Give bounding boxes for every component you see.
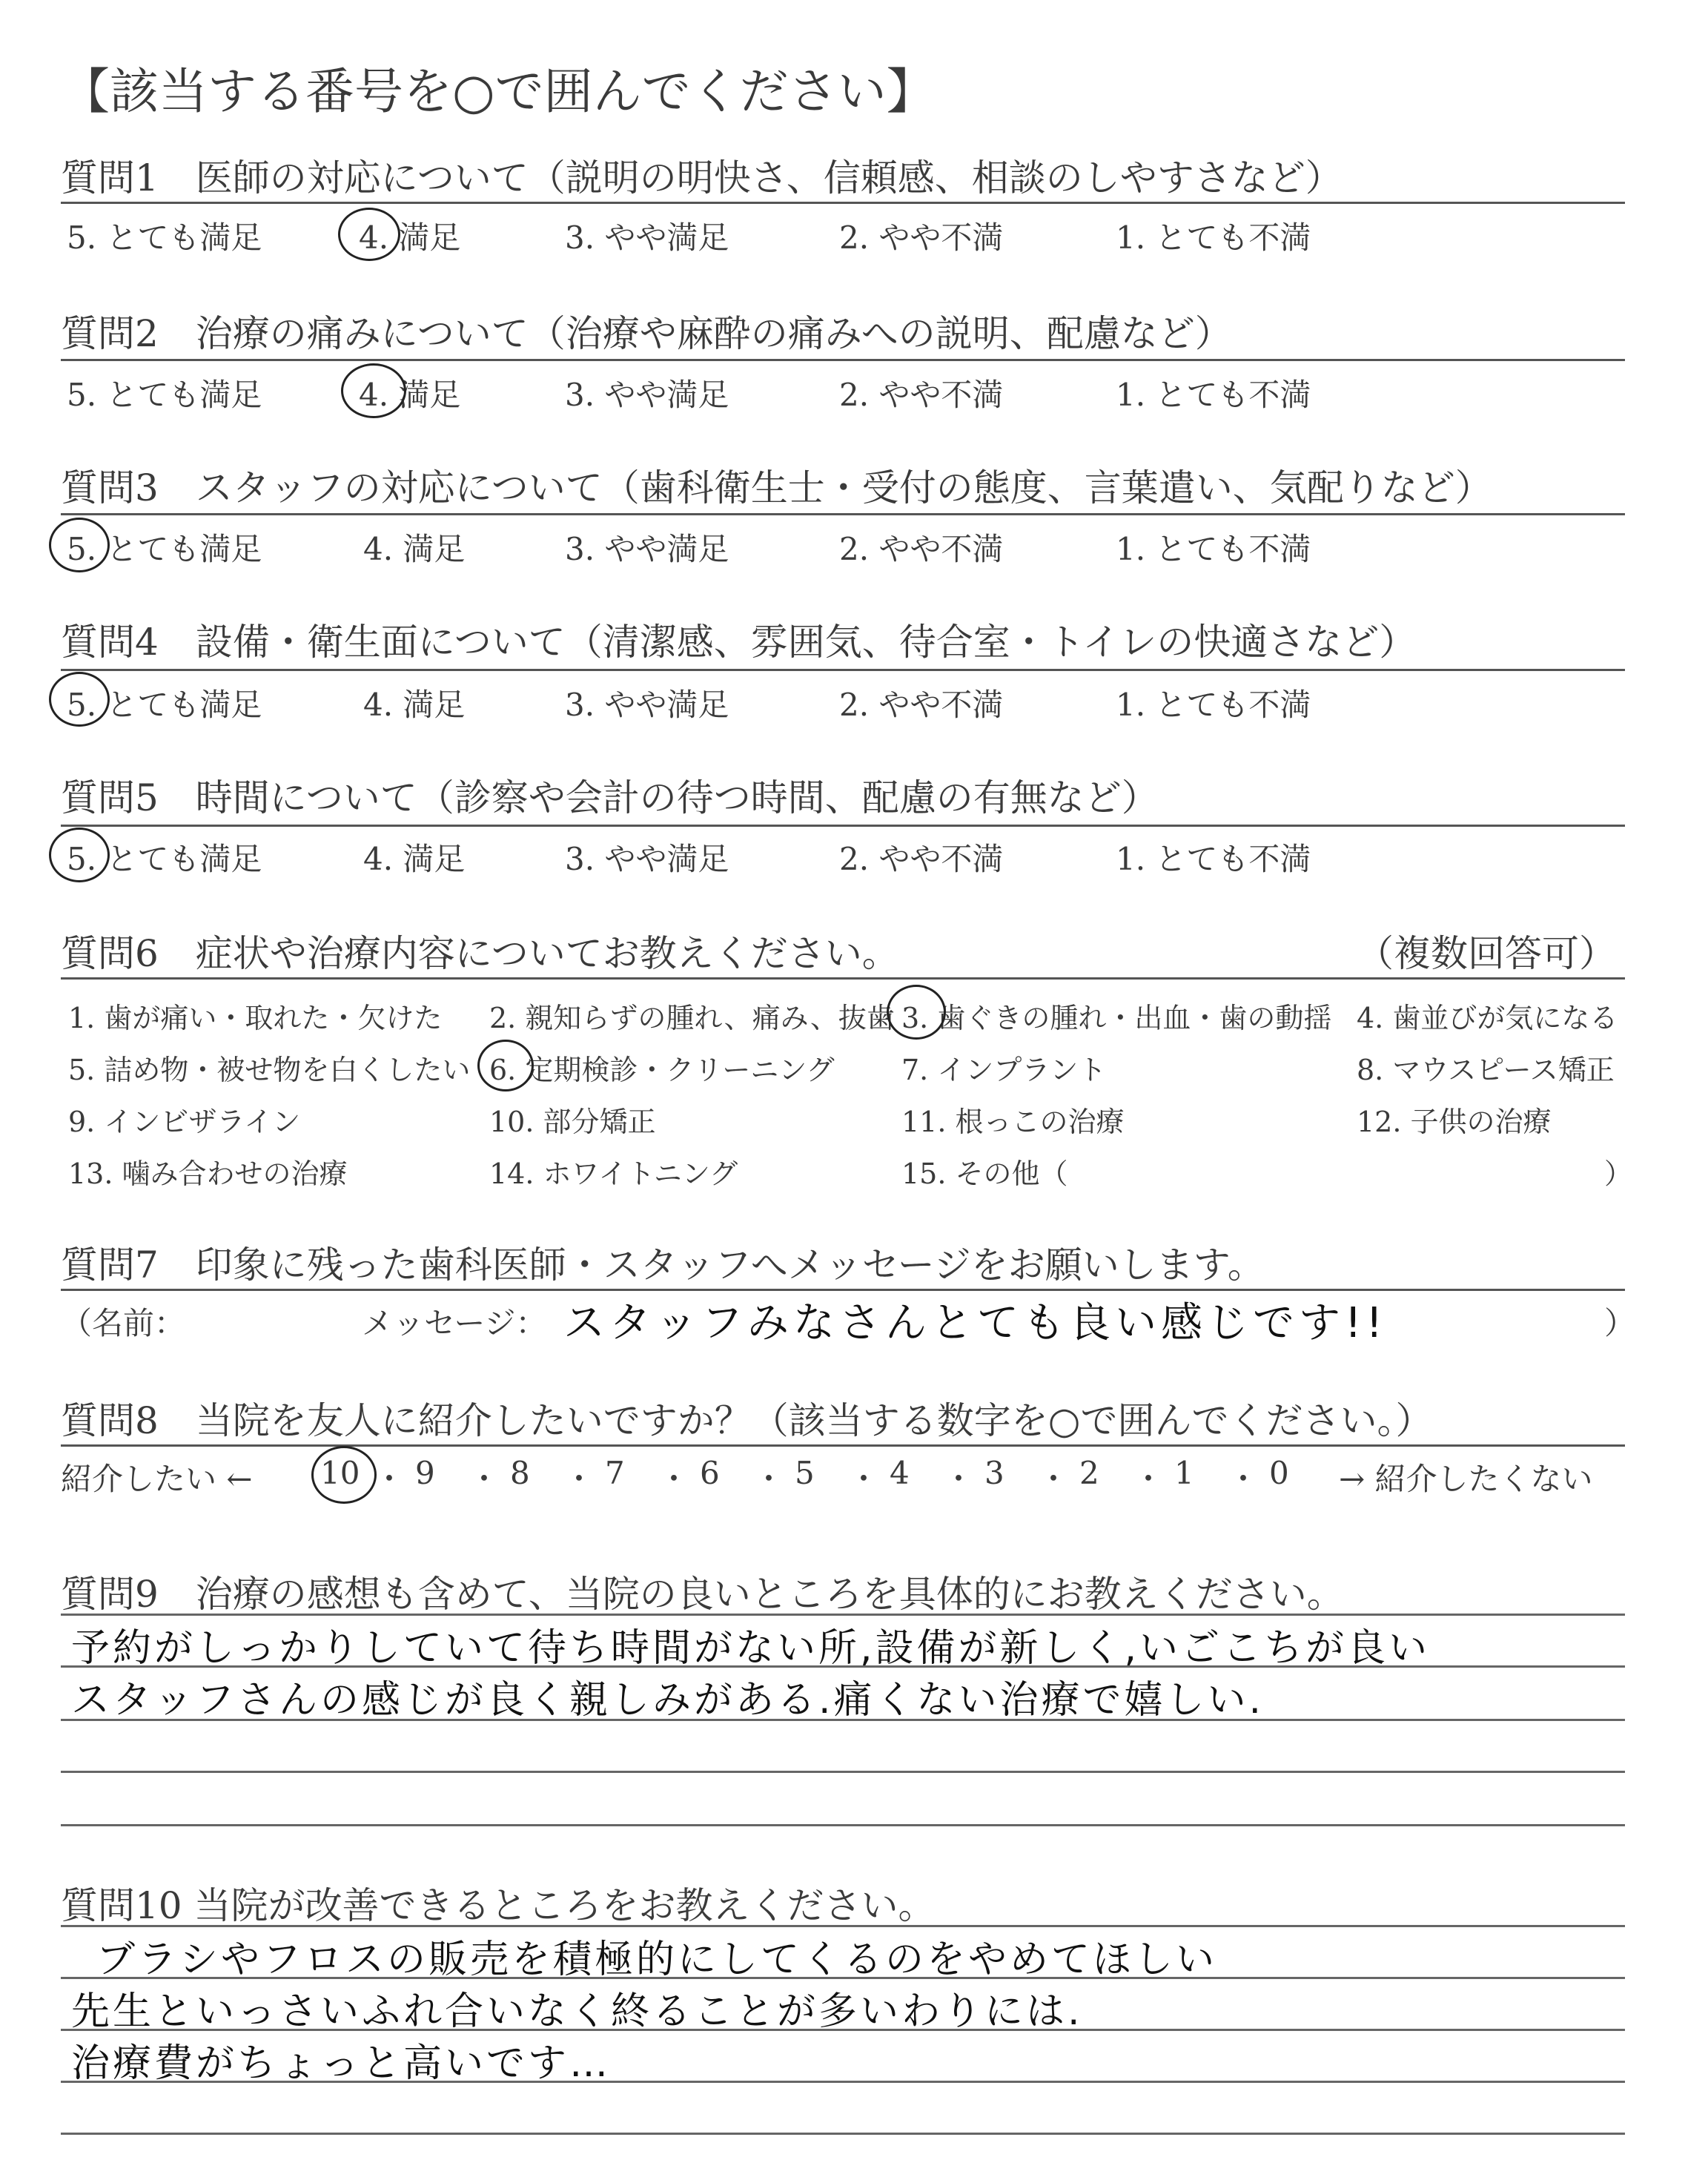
q2-option-3[interactable]: 3. やや満足 xyxy=(565,377,729,413)
q8-scale-10[interactable]: 10 xyxy=(320,1455,360,1491)
q3-selection-circle xyxy=(49,518,110,572)
q5-option-3[interactable]: 3. やや満足 xyxy=(565,841,729,877)
q3-rule xyxy=(61,513,1625,515)
q8-scale-separator: ・ xyxy=(658,1461,690,1497)
q8-scale-1[interactable]: 1 xyxy=(1174,1455,1194,1491)
q8-scale-separator: ・ xyxy=(753,1461,785,1497)
q8-scale-8[interactable]: 8 xyxy=(510,1455,530,1491)
q6-option-4[interactable]: 4. 歯並びが気になる xyxy=(1357,1002,1618,1034)
q6-selection-circle-6 xyxy=(477,1040,534,1091)
q9-title: 質問9 治療の感想も含めて、当院の良いところを具体的にお教えください。 xyxy=(61,1573,1344,1616)
q6-option-15-close: ） xyxy=(1604,1157,1633,1190)
q10-rule-0 xyxy=(61,1925,1625,1927)
q3-option-5[interactable]: 5. とても満足 xyxy=(67,531,262,567)
q5-selection-circle xyxy=(49,828,110,882)
q8-rule xyxy=(61,1444,1625,1447)
q2-option-5[interactable]: 5. とても満足 xyxy=(67,377,262,413)
q6-option-1[interactable]: 1. 歯が痛い・取れた・欠けた xyxy=(68,1002,443,1034)
q2-option-4[interactable]: 4. 満足 xyxy=(359,377,461,413)
q5-option-2[interactable]: 2. やや不満 xyxy=(839,841,1004,877)
q8-left-label: 紹介したい ← xyxy=(61,1461,253,1497)
q6-option-12[interactable]: 12. 子供の治療 xyxy=(1357,1106,1552,1138)
q2-option-2[interactable]: 2. やや不満 xyxy=(839,377,1004,413)
q8-scale-separator: ・ xyxy=(563,1461,595,1497)
q9-rule-3 xyxy=(61,1771,1625,1773)
q5-option-4[interactable]: 4. 満足 xyxy=(363,841,466,877)
q3-option-2[interactable]: 2. やや不満 xyxy=(839,531,1004,567)
q6-option-7[interactable]: 7. インプラント xyxy=(901,1054,1107,1086)
q1-option-4[interactable]: 4. 満足 xyxy=(359,219,461,256)
q4-rule xyxy=(61,669,1625,671)
q7-message-text[interactable]: スタッフみなさんとても良い感じです!! xyxy=(563,1299,1387,1347)
q8-right-label: → 紹介したくない xyxy=(1339,1461,1593,1497)
q6-option-10[interactable]: 10. 部分矯正 xyxy=(489,1106,656,1138)
q6-option-11[interactable]: 11. 根っこの治療 xyxy=(901,1106,1125,1138)
q5-rule xyxy=(61,825,1625,827)
q6-option-2[interactable]: 2. 親知らずの腫れ、痛み、抜歯 xyxy=(489,1002,895,1034)
q6-rule xyxy=(61,977,1625,980)
q4-option-5[interactable]: 5. とても満足 xyxy=(67,687,262,723)
q1-title: 質問1 医師の対応について（説明の明快さ、信頼感、相談のしやすさなど） xyxy=(61,156,1343,199)
q3-title: 質問3 スタッフの対応について（歯科衛生士・受付の態度、言葉遣い、気配りなど） xyxy=(61,466,1492,509)
q1-option-3[interactable]: 3. やや満足 xyxy=(565,219,729,256)
q6-option-14[interactable]: 14. ホワイトニング xyxy=(489,1157,738,1190)
q1-option-2[interactable]: 2. やや不満 xyxy=(839,219,1004,256)
q1-selection-circle xyxy=(338,208,400,261)
q8-scale-5[interactable]: 5 xyxy=(795,1455,815,1491)
q3-option-4[interactable]: 4. 満足 xyxy=(363,531,466,567)
q6-option-13[interactable]: 13. 噛み合わせの治療 xyxy=(68,1157,348,1190)
q7-name-label: （名前： xyxy=(61,1305,186,1341)
q8-scale-separator: ・ xyxy=(374,1461,406,1497)
q7-message-label: メッセージ： xyxy=(362,1305,547,1341)
q6-title: 質問6 症状や治療内容についてお教えください。 xyxy=(61,932,899,975)
q8-scale-separator: ・ xyxy=(469,1461,500,1497)
q5-option-5[interactable]: 5. とても満足 xyxy=(67,841,262,877)
q8-scale-3[interactable]: 3 xyxy=(984,1455,1004,1491)
q4-option-2[interactable]: 2. やや不満 xyxy=(839,687,1004,723)
q8-scale-separator: ・ xyxy=(943,1461,975,1497)
q4-option-1[interactable]: 1. とても不満 xyxy=(1116,687,1311,723)
q3-option-3[interactable]: 3. やや満足 xyxy=(565,531,729,567)
q6-note: （複数回答可） xyxy=(1357,932,1616,975)
q7-close: ） xyxy=(1604,1305,1636,1341)
q10-answer-line-1[interactable]: ブラシやフロスの販売を積極的にしてくるのをやめてほしい xyxy=(96,1938,1218,1982)
q9-answer-line-1[interactable]: 予約がしっかりしていて待ち時間がない所,設備が新しく,いごこちが良い xyxy=(71,1626,1431,1671)
q2-title: 質問2 治療の痛みについて（治療や麻酔の痛みへの説明、配慮など） xyxy=(61,312,1232,355)
q1-option-1[interactable]: 1. とても不満 xyxy=(1116,219,1311,256)
q2-rule xyxy=(61,359,1625,361)
q6-option-8[interactable]: 8. マウスピース矯正 xyxy=(1357,1054,1615,1086)
q1-rule xyxy=(61,202,1625,204)
q6-option-5[interactable]: 5. 詰め物・被せ物を白くしたい xyxy=(68,1054,471,1086)
q8-scale-0[interactable]: 0 xyxy=(1269,1455,1289,1491)
q6-option-3[interactable]: 3. 歯ぐきの腫れ・出血・歯の動揺 xyxy=(901,1002,1332,1034)
q9-rule-4 xyxy=(61,1824,1625,1826)
q8-scale-separator: ・ xyxy=(1133,1461,1165,1497)
q10-title: 質問10 当院が改善できるところをお教えください。 xyxy=(61,1884,936,1927)
q10-rule-4 xyxy=(61,2133,1625,2135)
q6-option-6[interactable]: 6. 定期検診・クリーニング xyxy=(489,1054,835,1086)
q6-option-9[interactable]: 9. インビザライン xyxy=(68,1106,301,1138)
q4-title: 質問4 設備・衛生面について（清潔感、雰囲気、待合室・トイレの快適さなど） xyxy=(61,621,1417,664)
q8-scale-7[interactable]: 7 xyxy=(605,1455,625,1491)
q5-title: 質問5 時間について（診察や会計の待つ時間、配慮の有無など） xyxy=(61,776,1159,819)
q8-selection-circle xyxy=(311,1446,377,1504)
q8-title: 質問8 当院を友人に紹介したいですか？（該当する数字を○で囲んでください。） xyxy=(61,1399,1433,1442)
page-title: 【該当する番号を○で囲んでください】 xyxy=(61,63,936,120)
q8-scale-2[interactable]: 2 xyxy=(1079,1455,1099,1491)
q8-scale-separator: ・ xyxy=(1038,1461,1070,1497)
q1-option-5[interactable]: 5. とても満足 xyxy=(67,219,262,256)
q2-option-1[interactable]: 1. とても不満 xyxy=(1116,377,1311,413)
q8-scale-9[interactable]: 9 xyxy=(415,1455,435,1491)
q3-option-1[interactable]: 1. とても不満 xyxy=(1116,531,1311,567)
q8-scale-6[interactable]: 6 xyxy=(700,1455,720,1491)
q4-selection-circle xyxy=(49,672,110,727)
q8-scale-separator: ・ xyxy=(848,1461,880,1497)
q6-selection-circle-3 xyxy=(887,985,946,1040)
q10-answer-line-2[interactable]: 先生といっさいふれ合いなく終ることが多いわりには. xyxy=(71,1989,1083,2034)
q4-option-4[interactable]: 4. 満足 xyxy=(363,687,466,723)
q9-answer-line-2[interactable]: スタッフさんの感じが良く親しみがある.痛くない治療で嬉しい. xyxy=(71,1678,1265,1723)
q2-selection-circle xyxy=(341,363,406,418)
q8-scale-4[interactable]: 4 xyxy=(890,1455,910,1491)
q9-rule-0 xyxy=(61,1614,1625,1616)
q7-title: 質問7 印象に残った歯科医師・スタッフへメッセージをお願いします。 xyxy=(61,1244,1265,1287)
q4-option-3[interactable]: 3. やや満足 xyxy=(565,687,729,723)
q6-option-15[interactable]: 15. その他（ xyxy=(901,1157,1068,1190)
q5-option-1[interactable]: 1. とても不満 xyxy=(1116,841,1311,877)
q10-answer-line-3[interactable]: 治療費がちょっと高いです… xyxy=(71,2041,612,2086)
q8-scale-separator: ・ xyxy=(1228,1461,1260,1497)
